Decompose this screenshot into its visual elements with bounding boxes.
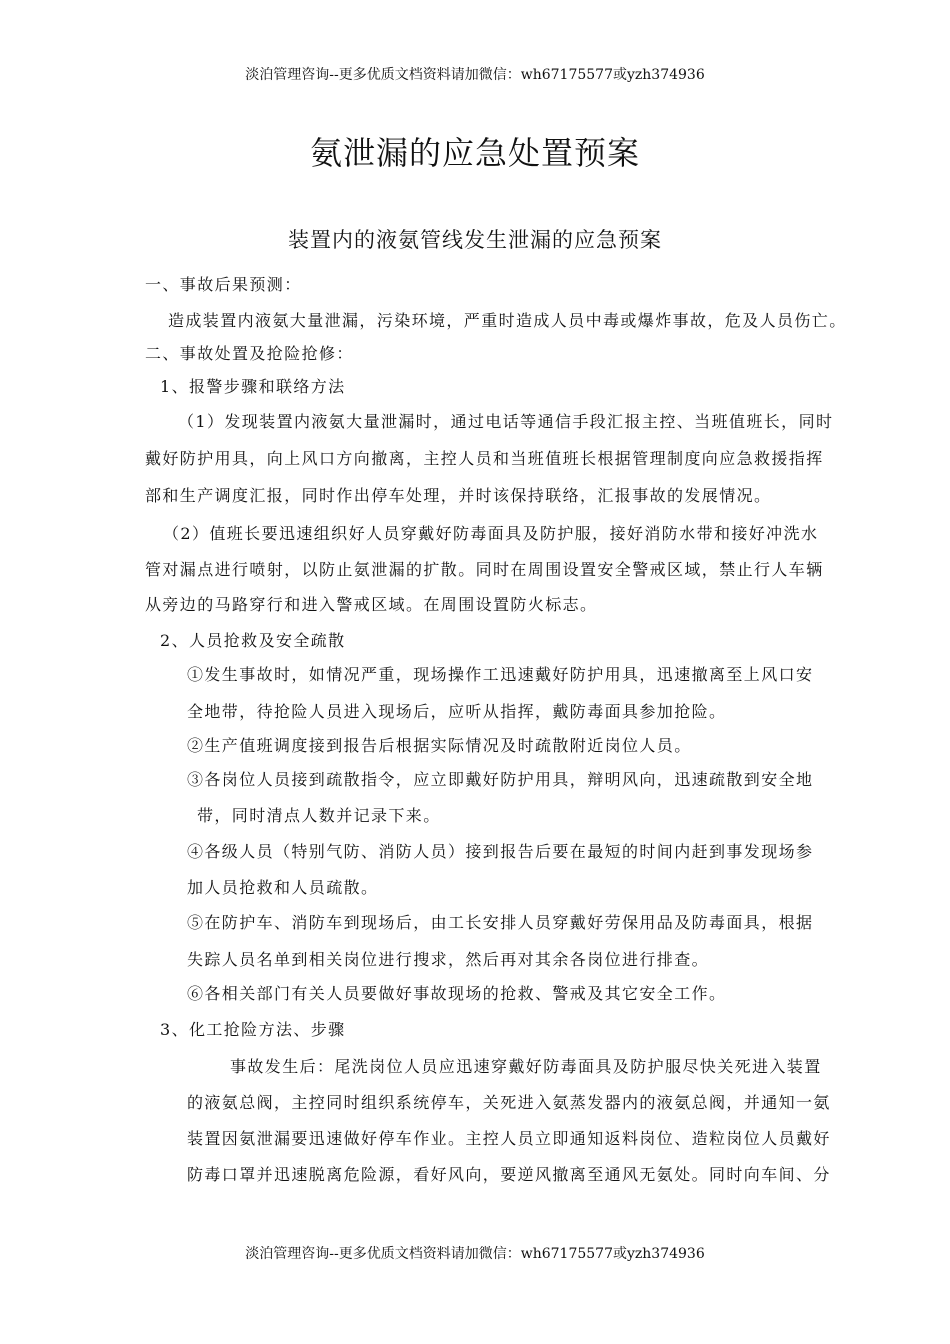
paragraph-line: 管对漏点进行喷射，以防止氨泄漏的扩散。同时在周围设置安全警戒区域，禁止行人车辆 <box>145 560 824 579</box>
subsection-heading: 1、报警步骤和联络方法 <box>160 377 346 396</box>
document-title: 氨泄漏的应急处置预案 <box>309 134 640 172</box>
paragraph-line: 从旁边的马路穿行和进入警戒区域。在周围设置防火标志。 <box>145 595 598 614</box>
page-header: 淡泊管理咨询--更多优质文档资料请加微信：wh67175577或yzh374936 <box>245 67 705 83</box>
list-item-line: ⑥各相关部门有关人员要做好事故现场的抢救、警戒及其它安全工作。 <box>187 984 727 1003</box>
section-heading: 一、事故后果预测： <box>145 275 302 294</box>
paragraph-line: （2）值班长要迅速组织好人员穿戴好防毒面具及防护服，接好消防水带和接好冲洗水 <box>163 524 819 543</box>
paragraph-line: 装置因氨泄漏要迅速做好停车作业。主控人员立即通知返料岗位、造粒岗位人员戴好 <box>187 1129 831 1148</box>
list-item-line: ②生产值班调度接到报告后根据实际情况及时疏散附近岗位人员。 <box>187 736 692 755</box>
list-item-line: 失踪人员名单到相关岗位进行搜求，然后再对其余各岗位进行排查。 <box>187 950 710 969</box>
subsection-heading: 3、化工抢险方法、步骤 <box>160 1020 346 1039</box>
list-item-line: 加人员抢救和人员疏散。 <box>187 878 379 897</box>
page-footer: 淡泊管理咨询--更多优质文档资料请加微信：wh67175577或yzh374936 <box>245 1246 705 1262</box>
list-item-line: ①发生事故时，如情况严重，现场操作工迅速戴好防护用具，迅速撤离至上风口安 <box>187 665 814 684</box>
paragraph-line: 的液氨总阀，主控同时组织系统停车，关死进入氨蒸发器内的液氨总阀，并通知一氨 <box>187 1093 831 1112</box>
document-subtitle: 装置内的液氨管线发生泄漏的应急预案 <box>288 228 662 252</box>
paragraph-line: 事故发生后：尾洗岗位人员应迅速穿戴好防毒面具及防护服尽快关死进入装置 <box>230 1057 822 1076</box>
list-item-line: ⑤在防护车、消防车到现场后，由工长安排人员穿戴好劳保用品及防毒面具，根据 <box>187 913 814 932</box>
paragraph-line: （1）发现装置内液氨大量泄漏时，通过电话等通信手段汇报主控、当班值班长，同时 <box>178 412 834 431</box>
subsection-heading: 2、人员抢救及安全疏散 <box>160 631 346 650</box>
section-heading: 二、事故处置及抢险抢修： <box>145 344 354 363</box>
list-item-line: ③各岗位人员接到疏散指令，应立即戴好防护用具，辩明风向，迅速疏散到安全地 <box>187 770 814 789</box>
paragraph-line: 戴好防护用具，向上风口方向撤离，主控人员和当班值班长根据管理制度向应急救援指挥 <box>145 449 824 468</box>
list-item-line: 全地带，待抢险人员进入现场后，应听从指挥，戴防毒面具参加抢险。 <box>187 702 727 721</box>
list-item-line: 带，同时清点人数并记录下来。 <box>197 806 441 825</box>
paragraph-line: 造成装置内液氨大量泄漏，污染环境，严重时造成人员中毒或爆炸事故，危及人员伤亡。 <box>168 311 847 330</box>
paragraph-line: 部和生产调度汇报，同时作出停车处理，并时该保持联络，汇报事故的发展情况。 <box>145 486 772 505</box>
paragraph-line: 防毒口罩并迅速脱离危险源，看好风向，要逆风撤离至通风无氨处。同时向车间、分 <box>187 1165 831 1184</box>
list-item-line: ④各级人员（特别气防、消防人员）接到报告后要在最短的时间内赶到事发现场参 <box>187 842 814 861</box>
